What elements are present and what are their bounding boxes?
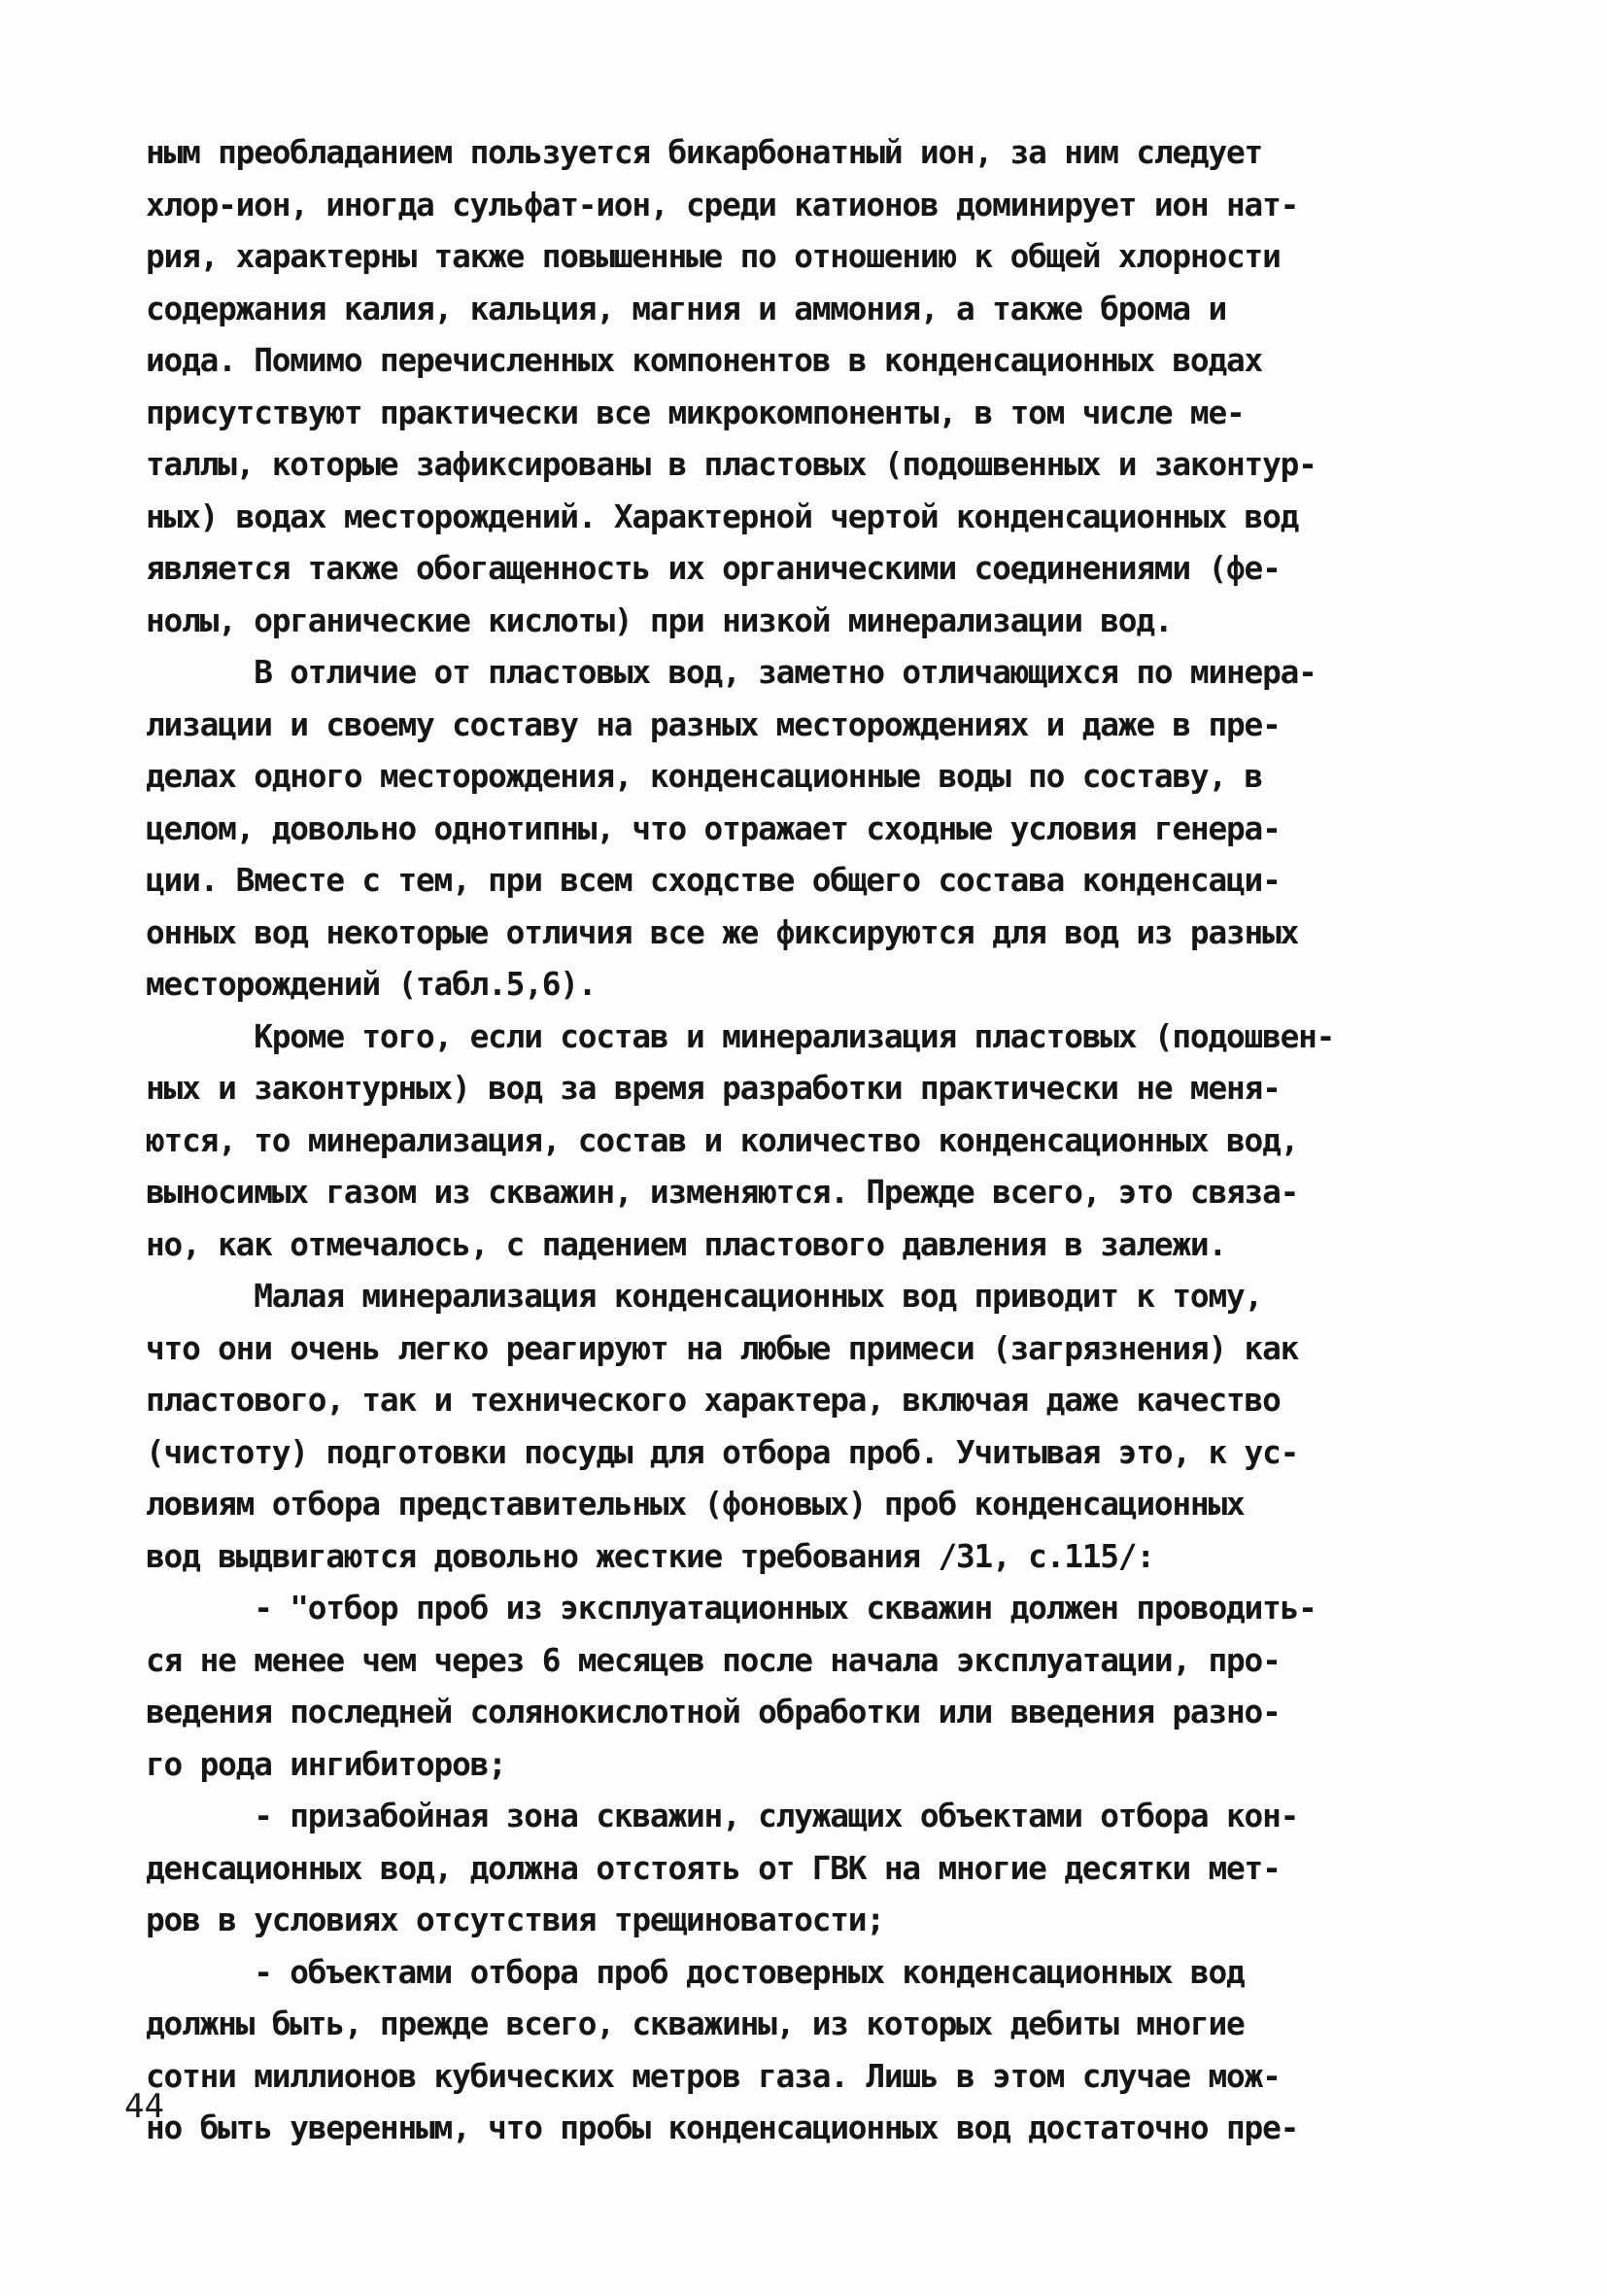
text-line: вод выдвигаются довольно жесткие требования /31, с.115/: <box>146 1536 1154 1575</box>
text-line: делах одного месторождения, конденсационные воды по составу, в <box>146 757 1263 795</box>
page-number: 44 <box>124 2087 164 2126</box>
text-line: В отличие от пластовых вод, заметно отличающихся по минера- <box>146 653 1316 691</box>
text-line: Кроме того, если состав и минерализация пластовых (подошвен- <box>146 1016 1335 1055</box>
text-line: пластового, так и технического характера, включая даже качество <box>146 1381 1281 1419</box>
text-line: лизации и своему составу на разных месторождениях и даже в пре- <box>146 704 1281 743</box>
text-line: выносимых газом из скважин, изменяются. Прежде всего, это связа- <box>146 1173 1299 1211</box>
text-line: содержания калия, кальция, магния и аммония, а также брома и <box>146 289 1226 327</box>
text-line: рия, характерны также повышенные по отношению к общей хлорности <box>146 237 1281 275</box>
text-line: ются, то минерализация, состав и количество конденсационных вод, <box>146 1120 1299 1159</box>
text-line: - объектами отбора проб достоверных конденсационных вод <box>146 1952 1245 1991</box>
text-line: ных и законтурных) вод за время разработки практически не меня- <box>146 1069 1281 1107</box>
text-line: ведения последней солянокислотной обработки или введения разно- <box>146 1693 1281 1731</box>
text-line: денсационных вод, должна отстоять от ГВК на многие десятки мет- <box>146 1848 1281 1887</box>
text-line: ции. Вместе с тем, при всем сходстве общего состава конденсаци- <box>146 861 1281 899</box>
text-line: но быть уверенным, что пробы конденсационных вод достаточно пре- <box>146 2108 1299 2146</box>
text-line: Малая минерализация конденсационных вод приводит к тому, <box>146 1277 1263 1315</box>
text-line: нолы, органические кислоты) при низкой минерализации вод. <box>146 600 1173 639</box>
text-line: ся не менее чем через 6 месяцев после начала эксплуатации, про- <box>146 1640 1281 1679</box>
text-line: присутствуют практически все микрокомпоненты, в том числе ме- <box>146 393 1245 431</box>
text-line: (чистоту) подготовки посуды для отбора проб. Учитывая это, к ус- <box>146 1432 1299 1471</box>
text-line: онных вод некоторые отличия все же фиксируются для вод из разных <box>146 912 1299 951</box>
text-line: месторождений (табл.5,6). <box>146 965 597 1003</box>
text-line: что они очень легко реагируют на любые примеси (загрязнения) как <box>146 1328 1299 1367</box>
text-line: является также обогащенность их органическими соединениями (фе- <box>146 549 1281 587</box>
text-line: го рода ингибиторов; <box>146 1744 506 1783</box>
text-line: иода. Помимо перечисленных компонентов в конденсационных водах <box>146 341 1263 379</box>
text-line: - призабойная зона скважин, служащих объектами отбора кон- <box>146 1797 1299 1834</box>
text-line: - "отбор проб из эксплуатационных скважин должен проводить- <box>146 1589 1316 1627</box>
text-line: таллы, которые зафиксированы в пластовых (подошвенных и законтур- <box>146 445 1316 483</box>
text-line: ных) водах месторождений. Характерной чертой конденсационных вод <box>146 497 1299 535</box>
body-text <box>146 126 1487 2154</box>
text-line: целом, довольно однотипны, что отражает сходные условия генера- <box>146 808 1281 847</box>
text-line: ным преобладанием пользуется бикарбонатный ион, за ним следует <box>146 133 1263 171</box>
text-line: сотни миллионов кубических метров газа. Лишь в этом случае мож- <box>146 2056 1281 2095</box>
text-line: хлор-ион, иногда сульфат-ион, среди катионов доминирует ион нат- <box>146 185 1299 223</box>
text-line: ров в условиях отсутствия трещиноватости; <box>146 1901 884 1938</box>
text-line: ловиям отбора представительных (фоновых) проб конденсационных <box>146 1485 1245 1523</box>
text-line: но, как отмечалось, с падением пластового давления в залежи. <box>146 1224 1226 1263</box>
text-line: должны быть, прежде всего, скважины, из которых дебиты многие <box>146 2005 1245 2042</box>
